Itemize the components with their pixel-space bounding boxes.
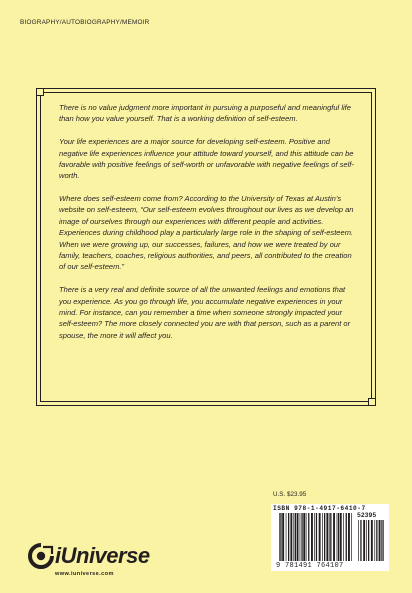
paragraph-3: Where does self-esteem come from? According to the University of Texas at Austin’s website on self-esteem, “Our self-esteem evolves throughout our lives as we develop an image of ourselves through our experiences with different people and activities. Experiences during childhood play a particularly large role in the shaping of self-esteem. When we were growing up, our successes, failures, and how we were treated by our family, teachers, coaches, religious authorities, and peers, all contributed to the creation of our self-esteem.” <box>59 194 354 272</box>
barcode-bar <box>324 513 325 561</box>
barcode-bar <box>382 520 383 561</box>
barcode-bar <box>326 513 328 561</box>
barcode-bar <box>319 513 321 561</box>
barcode-bar <box>288 513 289 561</box>
price-label: U.S. $23.95 <box>273 491 307 498</box>
ean-barcode <box>279 513 353 561</box>
barcode-bar <box>303 513 305 561</box>
category-label: BIOGRAPHY/AUTOBIOGRAPHY/MEMOIR <box>20 19 150 26</box>
addon-barcode <box>358 520 388 561</box>
barcode-bar <box>363 520 365 561</box>
barcode-bar <box>360 520 361 561</box>
barcode-bar <box>333 513 335 561</box>
barcode-bar <box>366 520 367 561</box>
barcode-bar <box>381 520 382 561</box>
barcode-bar <box>293 513 294 561</box>
barcode-bar <box>329 513 330 561</box>
barcode-addon-number: 52395 <box>357 512 377 519</box>
barcode-bar <box>340 513 342 561</box>
barcode-bar <box>337 513 338 561</box>
publisher-logo <box>28 541 150 571</box>
ean-number: 9 781491 764107 <box>276 562 344 570</box>
iuniverse-logo-mark-icon <box>28 543 54 569</box>
barcode-bar <box>308 513 309 561</box>
barcode-bar <box>279 513 280 561</box>
paragraph-1: There is no value judgment more important in pursuing a purposeful and meaningful life than how you value yourself. That is a working definition of self-esteem. <box>59 103 351 124</box>
barcode-bar <box>295 513 296 561</box>
barcode-bar <box>330 513 331 561</box>
barcode-bar <box>368 520 369 561</box>
barcode-bar <box>348 513 350 561</box>
barcode-bar <box>306 513 307 561</box>
barcode-bar <box>371 520 373 561</box>
barcode-bar <box>280 513 281 561</box>
barcode-bar <box>376 520 377 561</box>
publisher-url: www.iuniverse.com <box>55 571 114 577</box>
barcode-bar <box>301 513 302 561</box>
barcode-bar <box>290 513 292 561</box>
barcode-bar <box>297 513 299 561</box>
barcode-bar <box>286 513 287 561</box>
barcode-bar <box>314 513 315 561</box>
barcode-bar <box>282 513 284 561</box>
isbn-text: ISBN 978-1-4917-6410-7 <box>273 505 366 512</box>
paragraph-4: There is a very real and definite source of all the unwanted feelings and emotions that you experience. As you go through life, you accumulate negative experiences in your mind. For instance, can you remember a time when someone strongly impacted your self-esteem? The more closely connected you are with that person, such as a parent or spouse, the more it will affect you. <box>59 285 351 340</box>
barcode-bar <box>311 513 313 561</box>
barcode-bar <box>338 513 339 561</box>
paragraph-2: Your life experiences are a major source for developing self-esteem. Positive and negative life experiences influence your attitude toward yourself, and this attitude can be favorable with positive feelings of self-worth or unfavorable with negative feelings of self-worth. <box>59 137 354 181</box>
barcode-bar <box>374 520 375 561</box>
barcode-bar <box>316 513 317 561</box>
barcode-bar <box>351 513 352 561</box>
barcode-bar <box>343 513 344 561</box>
publisher-name: iUniverse <box>55 543 150 568</box>
barcode-bar <box>346 513 347 561</box>
back-cover-text <box>59 102 355 353</box>
barcode-bar <box>300 513 301 561</box>
barcode-bar <box>358 520 359 561</box>
barcode-bar <box>322 513 323 561</box>
barcode-bar <box>379 520 381 561</box>
